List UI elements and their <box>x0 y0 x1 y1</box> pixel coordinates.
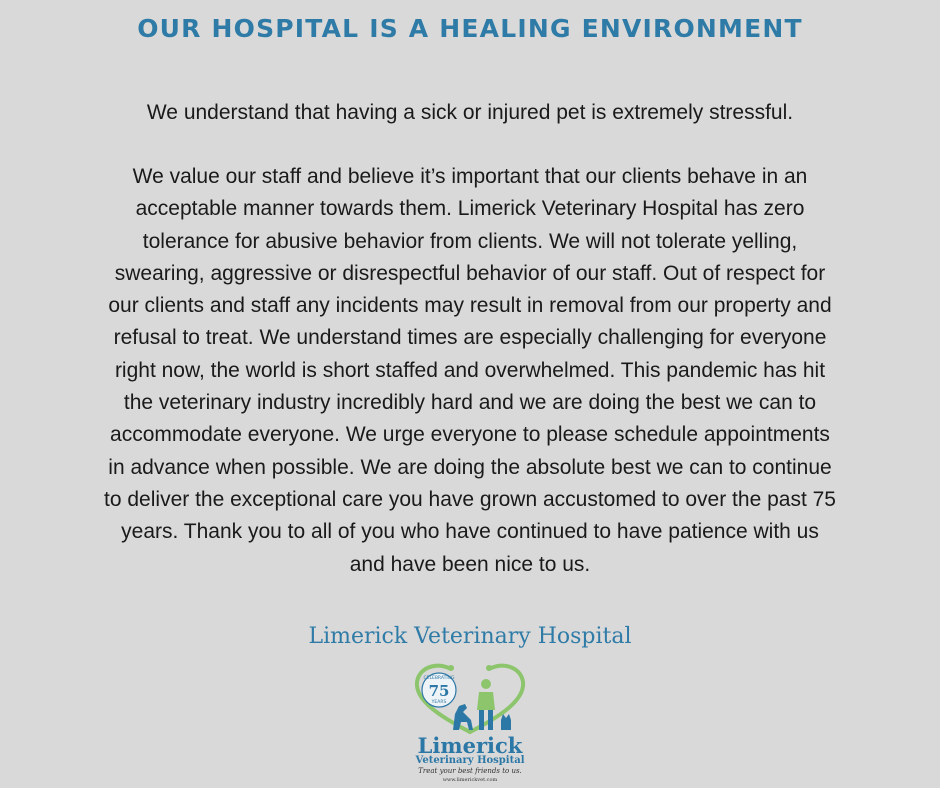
logo-subtitle: Veterinary Hospital <box>415 755 525 766</box>
policy-line: the veterinary industry incredibly hard and we are doing the best we can to <box>123 391 817 415</box>
logo-url: www.limerickvet.com <box>442 777 498 783</box>
logo-name: Limerick <box>417 733 523 758</box>
badge-number-text: 75 <box>428 682 450 700</box>
policy-line: to deliver the exceptional care you have grown accustomed to over the past 75 <box>104 487 836 511</box>
badge-bottom-text: YEARS <box>431 700 447 705</box>
policy-line: in advance when possible. We are doing the absolute best we can to continue <box>108 455 832 479</box>
policy-line: acceptable manner towards them. Limerick Veterinary Hospital has zero <box>135 197 805 221</box>
policy-line: right now, the world is short staffed and overwhelmed. This pandemic has hit <box>114 358 826 382</box>
policy-line: refusal to treat. We understand times are especially challenging for everyone <box>113 326 827 350</box>
policy-line: years. Thank you to all of you who have continued to have patience with us <box>121 520 819 544</box>
policy-line: and have been nice to us. <box>349 552 591 576</box>
intro-text: We understand that having a sick or injured pet is extremely stressful. <box>146 101 794 124</box>
policy-line: our clients and staff any incidents may result in removal from our property and <box>108 294 832 318</box>
logo-emblem-icon <box>409 660 531 740</box>
logo-tagline: Treat your best friends to us. <box>418 767 522 775</box>
policy-line: tolerance for abusive behavior from clients. We will not tolerate yelling, <box>142 229 798 253</box>
policy-paragraph <box>50 161 890 581</box>
badge-top-text: CELEBRATING <box>423 676 455 681</box>
policy-line: We value our staff and believe it’s important that our clients behave in an <box>132 165 808 188</box>
hospital-logo <box>409 660 531 786</box>
policy-line: accommodate everyone. We urge everyone to please schedule appointments <box>110 423 830 447</box>
signature: Limerick Veterinary Hospital <box>308 624 632 649</box>
page-heading: OUR HOSPITAL IS A HEALING ENVIRONMENT <box>137 14 803 43</box>
policy-line: swearing, aggressive or disrespectful behavior of our staff. Out of respect for <box>114 261 826 285</box>
